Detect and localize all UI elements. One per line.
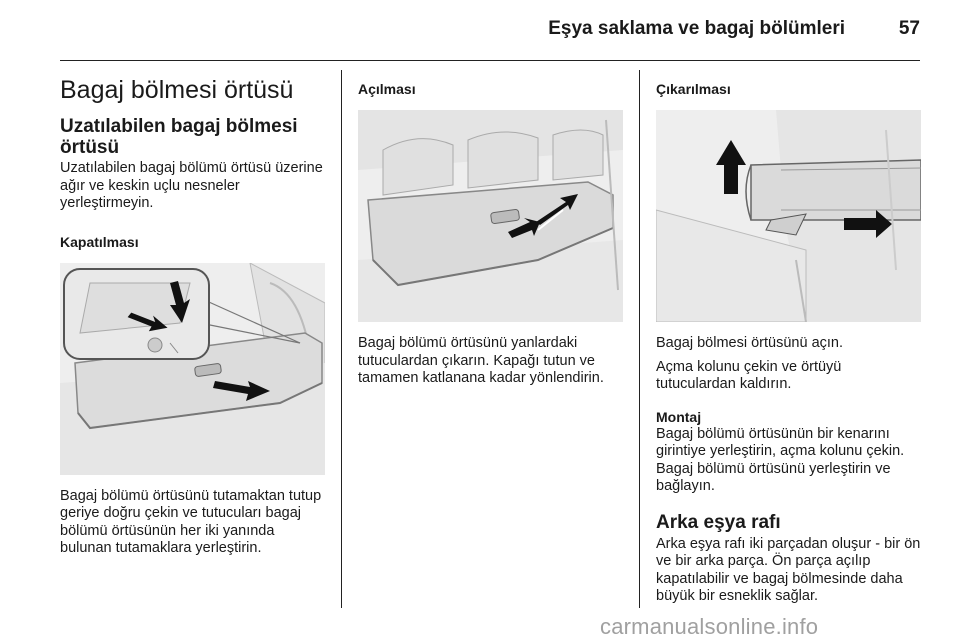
opening-paragraph: Bagaj bölümü örtüsünü yanlardaki tutuculardan çıkarın. Kapağı tutun ve tamamen katlanana kadar yönlendirin. (358, 335, 604, 386)
running-header-title: Eşya saklama ve bagaj bölümleri (548, 18, 845, 39)
watermark: carmanualsonline.info (600, 614, 819, 639)
column-divider-2 (639, 70, 640, 608)
removal-label: Çıkarılması (656, 81, 731, 97)
column-divider-1 (341, 70, 342, 608)
column-2 (358, 74, 623, 388)
closing-label: Kapatılması (60, 233, 139, 250)
removal-illustration (656, 110, 921, 322)
page-number: 57 (898, 18, 920, 39)
opening-illustration (358, 110, 623, 322)
intro-paragraph: Uzatılabilen bagaj bölümü örtüsü üzerine ağır ve keskin uçlu nesneler yerleştirmeyin. (60, 160, 323, 211)
column-1 (60, 74, 325, 558)
opening-label: Açılması (358, 81, 416, 97)
removal-paragraph-1: Bagaj bölmesi örtüsünü açın. (656, 335, 843, 351)
subsection-heading: Uzatılabilen bagaj bölmesi örtüsü (60, 116, 298, 158)
closing-illustration (60, 263, 325, 475)
removal-paragraph-2: Açma kolunu çekin ve örtüyü tutuculardan kaldırın. (656, 358, 842, 392)
closing-paragraph: Bagaj bölümü örtüsünü tutamaktan tutup geriye doğru çekin ve tutucuları bagaj bölümü örtüsünün her iki yanında bulunan tutamaklara yerleştirin. (60, 487, 322, 556)
rear-shelf-heading: Arka eşya rafı (656, 511, 781, 533)
header-rule (60, 60, 920, 61)
mounting-paragraph: Bagaj bölümü örtüsünün bir kenarını girintiye yerleştirin, açma kolunu çekin. Bagaj bölümü örtüsünü yerleştirin ve bağlayın. (656, 425, 905, 494)
column-3 (656, 74, 921, 606)
section-heading: Bagaj bölmesi örtüsü (60, 76, 294, 104)
mounting-label: Montaj (656, 408, 702, 425)
rear-shelf-paragraph: Arka eşya rafı iki parçadan oluşur - bir ön ve bir arka parça. Ön parça açılıp kapatılabilir ve bagaj bölmesinde daha büyük bir esneklik sağlar. (656, 535, 921, 604)
